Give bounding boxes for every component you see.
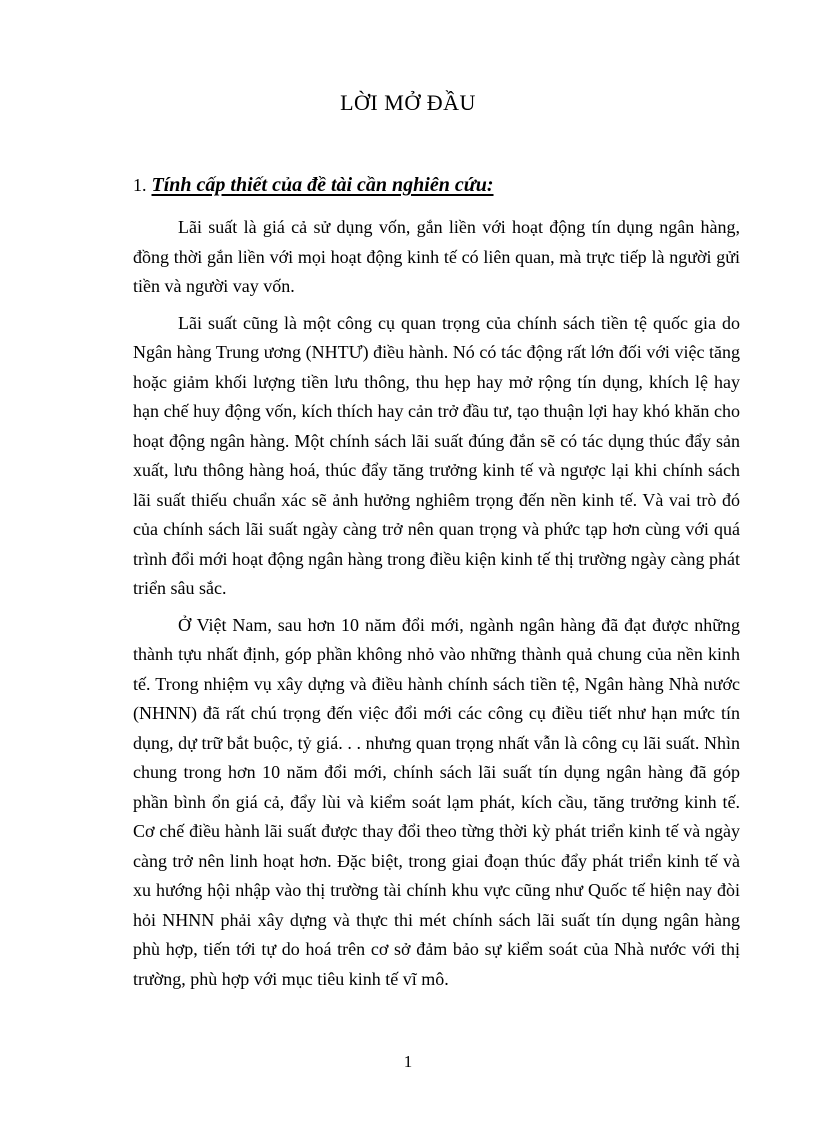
page-number: 1: [403, 1052, 413, 1071]
page-title: LỜI MỞ ĐẦU: [340, 90, 476, 115]
section-number: 1.: [133, 175, 147, 195]
body-text: [133, 213, 740, 1001]
section-heading-text: Tính cấp thiết của đề tài cần nghiên cứu:: [151, 174, 494, 196]
paragraph-1: Lãi suất là giá cả sử dụng vốn, gắn liền với hoạt động tín dụng ngân hàng, đồng thời gắn liền với mọi hoạt động kinh tế có liên quan, mà trực tiếp là người gửi tiền và người vay vốn.: [133, 217, 740, 296]
paragraph-3: Ở Việt Nam, sau hơn 10 năm đổi mới, ngành ngân hàng đã đạt được những thành tựu nhất định, góp phần không nhỏ vào những thành quả chung của nền kinh tế. Trong nhiệm vụ xây dựng và điều hành chính sách tiền tệ, Ngân hàng Nhà nước (NHNN) đã rất chú trọng đến việc đổi mới các công cụ điều tiết như hạn mức tín dụng, dự trữ bắt buộc, tỷ giá. . . nhưng quan trọng nhất vẫn là công cụ lãi suất. Nhìn chung trong hơn 10 năm đổi mới, chính sách lãi suất tín dụng ngân hàng đã góp phần bình ổn giá cả, đẩy lùi và kiểm soát lạm phát, kích cầu, tăng trưởng kinh tế. Cơ chế điều hành lãi suất được thay đổi theo từng thời kỳ phát triển kinh tế và ngày càng trở nên linh hoạt hơn. Đặc biệt, trong giai đoạn thúc đẩy phát triển kinh tế và xu hướng hội nhập vào thị trường tài chính khu vực cũng như Quốc tế hiện nay đòi hỏi NHNN phải xây dựng và thực thi mét chính sách lãi suất tín dụng ngân hàng phù hợp, tiến tới tự do hoá trên cơ sở đảm bảo sự kiểm soát của Nhà nước với thị trường, phù hợp với mục tiêu kinh tế vĩ mô.: [133, 614, 740, 989]
section-heading: [133, 174, 494, 197]
paragraph-2: Lãi suất cũng là một công cụ quan trọng của chính sách tiền tệ quốc gia do Ngân hàng Trung ương (NHTƯ) điều hành. Nó có tác động rất lớn đối với việc tăng hoặc giảm khối lượng tiền lưu thông, thu hẹp hay mở rộng tín dụng, khích lệ hay hạn chế huy động vốn, kích thích hay cản trở đầu tư, tạo thuận lợi hay khó khăn cho hoạt động ngân hàng. Một chính sách lãi suất đúng đắn sẽ có tác dụng thúc đẩy sản xuất, lưu thông hàng hoá, thúc đẩy tăng trưởng kinh tế và ngược lại khi chính sách lãi suất thiếu chuẩn xác sẽ ảnh hưởng nghiêm trọng đến nền kinh tế. Và vai trò đó của chính sách lãi suất ngày càng trở nên quan trọng và phức tạp hơn cùng với quá trình đổi mới hoạt động ngân hàng trong điều kiện kinh tế thị trường ngày càng phát triển sâu sắc.: [133, 312, 740, 598]
